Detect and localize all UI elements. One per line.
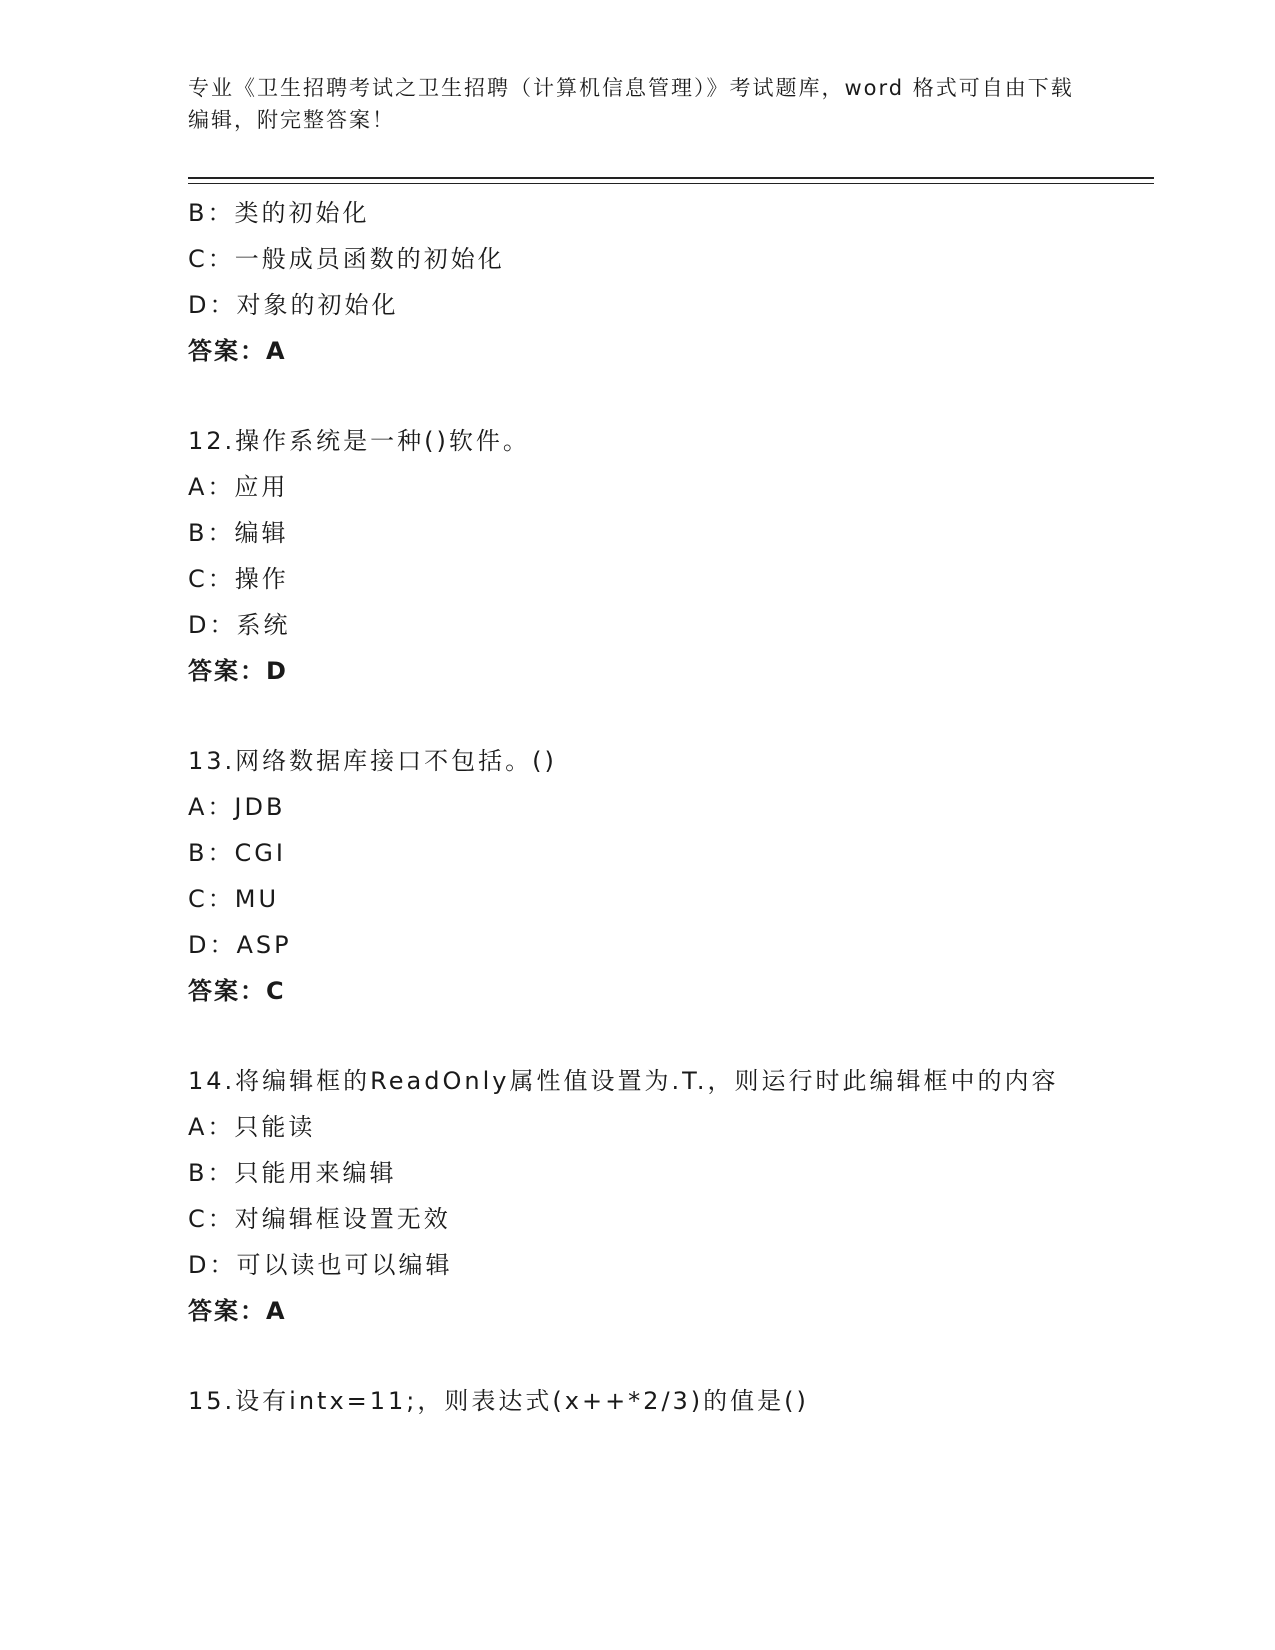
question-list (188, 190, 1088, 1424)
question-block-11 (188, 190, 1088, 374)
question-stem: 12.操作系统是一种()软件。 (188, 427, 530, 455)
option-d: D：可以读也可以编辑 (188, 1251, 453, 1279)
answer-line: 答案：C (188, 977, 286, 1005)
option-b: B：编辑 (188, 519, 289, 547)
answer-line: 答案：A (188, 337, 287, 365)
option-a: A：JDB (188, 793, 286, 821)
option-b: B：只能用来编辑 (188, 1159, 397, 1187)
answer-line: 答案：A (188, 1297, 287, 1325)
question-block-15 (188, 1378, 1088, 1424)
option-d: D：ASP (188, 931, 292, 959)
question-stem: 15.设有intx=11;，则表达式(x++*2/3)的值是() (188, 1387, 809, 1415)
question-block-13 (188, 738, 1088, 1014)
option-c: C：一般成员函数的初始化 (188, 245, 505, 273)
option-c: C：操作 (188, 565, 289, 593)
option-a: A：应用 (188, 473, 289, 501)
option-a: A：只能读 (188, 1113, 316, 1141)
document-header (188, 72, 1088, 136)
question-stem: 13.网络数据库接口不包括。() (188, 747, 557, 775)
answer-line: 答案：D (188, 657, 288, 685)
option-d: D：系统 (188, 611, 291, 639)
option-d: D：对象的初始化 (188, 291, 399, 319)
question-stem: 14.将编辑框的ReadOnly属性值设置为.T.，则运行时此编辑框中的内容 (188, 1067, 1059, 1095)
question-block-14 (188, 1058, 1088, 1334)
header-divider-thin (188, 183, 1154, 184)
option-c: C：对编辑框设置无效 (188, 1205, 451, 1233)
option-b: B：类的初始化 (188, 199, 370, 227)
header-divider (188, 177, 1154, 179)
question-block-12 (188, 418, 1088, 694)
option-b: B：CGI (188, 839, 286, 867)
header-text: 专业《卫生招聘考试之卫生招聘（计算机信息管理）》考试题库，word 格式可自由下载编辑，附完整答案！ (188, 76, 1074, 132)
option-c: C：MU (188, 885, 280, 913)
